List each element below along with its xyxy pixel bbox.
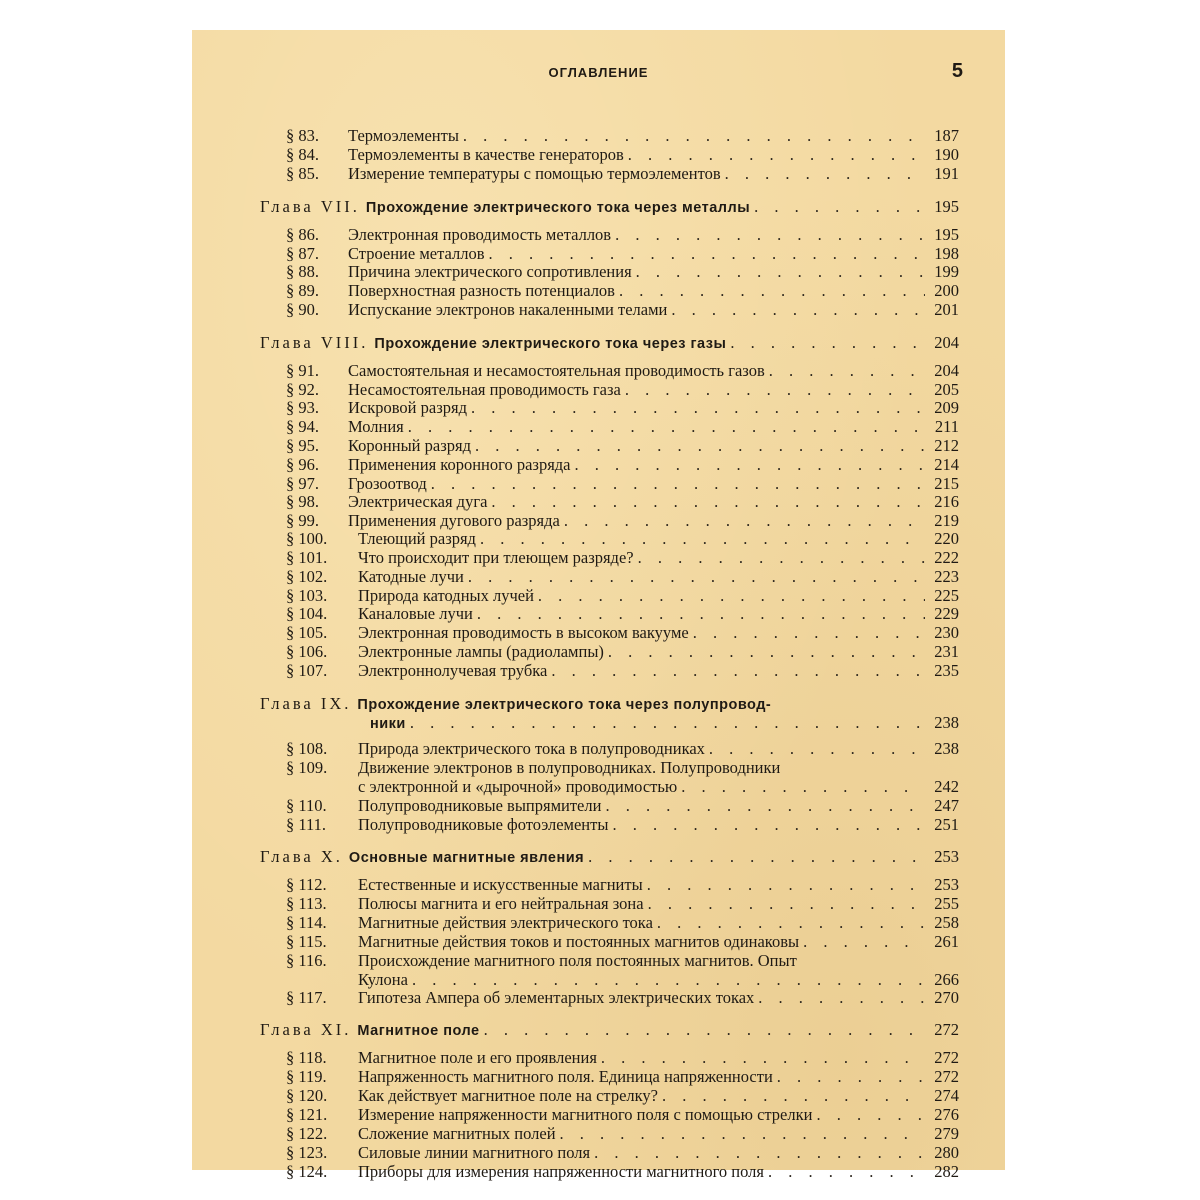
section-title: Движение электронов в полупроводниках. Полупроводники xyxy=(358,758,781,777)
section-title: Электроннолучевая трубка xyxy=(358,661,548,680)
toc-entry xyxy=(286,951,959,970)
dot-leader xyxy=(477,604,925,623)
section-title: Применения коронного разряда xyxy=(348,455,571,474)
section-title: Силовые линии магнитного поля xyxy=(358,1143,591,1162)
section-number: § 118. xyxy=(286,1048,327,1067)
section-number: § 124. xyxy=(286,1162,328,1181)
chapter-number: Глава VII. xyxy=(260,197,360,216)
chapter-number: Глава VIII. xyxy=(260,333,369,352)
section-title: Тлеющий разряд xyxy=(358,529,476,548)
toc-entry xyxy=(286,455,959,474)
toc-entry xyxy=(286,548,959,567)
section-title: Измерение температуры с помощью термоэлементов xyxy=(348,164,721,183)
toc-entry xyxy=(286,126,959,145)
section-number: § 105. xyxy=(286,623,328,642)
section-title: Применения дугового разряда xyxy=(348,511,560,530)
dot-leader xyxy=(601,1048,925,1067)
section-title: Магнитное поле и его проявления xyxy=(358,1048,597,1067)
dot-leader xyxy=(636,262,925,281)
chapter-title: Прохождение электрического тока через металлы xyxy=(365,200,751,216)
section-number: § 101. xyxy=(286,548,328,567)
section-number: § 109. xyxy=(286,758,328,777)
dot-leader xyxy=(560,1124,925,1143)
section-number: § 99. xyxy=(286,511,319,530)
section-number: § 87. xyxy=(286,244,319,263)
section-number: § 85. xyxy=(286,164,319,183)
page-ref: 214 xyxy=(934,455,959,474)
toc-entry xyxy=(286,492,959,511)
section-number: § 113. xyxy=(286,894,327,913)
dot-leader xyxy=(471,398,925,417)
toc-entry xyxy=(286,436,959,455)
dot-leader xyxy=(768,1162,925,1181)
dot-leader xyxy=(816,1105,925,1124)
section-number: § 106. xyxy=(286,642,328,661)
dot-leader xyxy=(491,492,925,511)
page-header xyxy=(192,60,1005,84)
section-title: Молния xyxy=(348,417,404,436)
dot-leader xyxy=(615,225,925,244)
chapter-title: Прохождение электрического тока через газы xyxy=(374,336,727,352)
dot-leader xyxy=(594,1143,925,1162)
page-ref: 251 xyxy=(934,815,959,834)
toc-entry xyxy=(286,932,959,951)
section-title: Происхождение магнитного поля постоянных магнитов. Опыт xyxy=(358,951,797,970)
page-ref: 220 xyxy=(934,529,959,548)
page-ref: 222 xyxy=(934,548,959,567)
page-ref: 276 xyxy=(934,1105,959,1124)
dot-leader xyxy=(575,455,925,474)
section-number: § 111. xyxy=(286,815,327,834)
page-ref: 282 xyxy=(934,1162,959,1181)
section-title: Электрическая дуга xyxy=(348,492,488,511)
toc-chapter-entry xyxy=(260,694,959,713)
section-title: Сложение магнитных полей xyxy=(358,1124,556,1143)
dot-leader xyxy=(648,894,925,913)
page-ref: 187 xyxy=(934,126,959,145)
dot-leader xyxy=(725,164,925,183)
dot-leader xyxy=(608,642,925,661)
section-number: § 86. xyxy=(286,225,319,244)
page-ref: 223 xyxy=(934,567,959,586)
dot-leader xyxy=(412,970,925,989)
toc-entry xyxy=(286,300,959,319)
page-ref: 255 xyxy=(934,894,959,913)
section-title: Полюсы магнита и его нейтральная зона xyxy=(358,894,644,913)
toc-entry-continuation xyxy=(370,713,959,732)
toc-entry xyxy=(286,1048,959,1067)
section-title: Грозоотвод xyxy=(348,474,427,493)
dot-leader xyxy=(410,713,925,732)
section-number: § 123. xyxy=(286,1143,328,1162)
toc-entry xyxy=(286,529,959,548)
dot-leader xyxy=(758,988,925,1007)
page-ref: 205 xyxy=(934,380,959,399)
toc-entry xyxy=(286,361,959,380)
dot-leader xyxy=(612,815,925,834)
toc-chapter-entry xyxy=(260,847,959,866)
section-number: § 97. xyxy=(286,474,319,493)
dot-leader xyxy=(754,197,925,216)
chapter-title: Основные магнитные явления xyxy=(348,850,585,866)
page-ref: 219 xyxy=(934,511,959,530)
toc-entry xyxy=(286,623,959,642)
toc-entry xyxy=(286,739,959,758)
section-title: Полупроводниковые выпрямители xyxy=(358,796,602,815)
chapter-number: Глава XI. xyxy=(260,1020,352,1039)
dot-leader xyxy=(625,380,925,399)
page-ref: 266 xyxy=(934,970,959,989)
dot-leader xyxy=(408,417,925,436)
section-number: § 110. xyxy=(286,796,327,815)
page-ref: 215 xyxy=(934,474,959,493)
toc-entry xyxy=(286,604,959,623)
page-ref: 190 xyxy=(934,145,959,164)
page-ref: 230 xyxy=(934,623,959,642)
section-title: Строение металлов xyxy=(348,244,485,263)
section-number: § 83. xyxy=(286,126,319,145)
section-title: Приборы для измерения напряженности магнитного поля xyxy=(358,1162,764,1181)
toc-entry-continuation xyxy=(358,970,959,989)
section-title: Магнитные действия токов и постоянных магнитов одинаковы xyxy=(358,932,800,951)
toc-entry xyxy=(286,1162,959,1181)
page-ref: 201 xyxy=(934,300,959,319)
dot-leader xyxy=(657,913,925,932)
dot-leader xyxy=(564,511,925,530)
dot-leader xyxy=(803,932,925,951)
toc-entry xyxy=(286,894,959,913)
section-title: Природа катодных лучей xyxy=(358,586,534,605)
toc-entry xyxy=(286,567,959,586)
chapter-title-continuation: ники xyxy=(370,716,406,732)
section-number: § 96. xyxy=(286,455,319,474)
page-ref: 216 xyxy=(934,492,959,511)
section-number: § 88. xyxy=(286,262,319,281)
section-title: Магнитные действия электрического тока xyxy=(358,913,653,932)
toc-entry xyxy=(286,1124,959,1143)
page-ref: 204 xyxy=(934,333,959,352)
section-title: Несамостоятельная проводимость газа xyxy=(348,380,621,399)
section-title: Как действует магнитное поле на стрелку? xyxy=(358,1086,658,1105)
toc-entry xyxy=(286,164,959,183)
dot-leader xyxy=(638,548,925,567)
toc-entry xyxy=(286,988,959,1007)
toc-entry xyxy=(286,225,959,244)
toc-entry xyxy=(286,511,959,530)
page-ref: 209 xyxy=(934,398,959,417)
chapter-title: Прохождение электрического тока через полупровод- xyxy=(357,697,772,713)
toc-chapter-entry xyxy=(260,333,959,352)
page-ref: 195 xyxy=(934,225,959,244)
dot-leader xyxy=(681,777,925,796)
dot-leader xyxy=(489,244,926,263)
toc-entry xyxy=(286,262,959,281)
toc-chapter-entry xyxy=(260,1020,959,1039)
dot-leader xyxy=(647,875,925,894)
page-ref: 253 xyxy=(934,875,959,894)
toc-entry xyxy=(286,586,959,605)
section-title: Гипотеза Ампера об элементарных электрических токах xyxy=(358,988,755,1007)
page-ref: 235 xyxy=(934,661,959,680)
section-title: Причина электрического сопротивления xyxy=(348,262,632,281)
page-ref: 253 xyxy=(934,847,959,866)
page-ref: 204 xyxy=(934,361,959,380)
dot-leader xyxy=(693,623,925,642)
page-ref: 195 xyxy=(934,197,959,216)
section-number: § 120. xyxy=(286,1086,328,1105)
section-title: Термоэлементы в качестве генераторов xyxy=(348,145,624,164)
section-title: Что происходит при тлеющем разряде? xyxy=(358,548,634,567)
toc-entry xyxy=(286,758,959,777)
section-title: Искровой разряд xyxy=(348,398,467,417)
chapter-title: Магнитное поле xyxy=(357,1023,480,1039)
toc-entry xyxy=(286,1086,959,1105)
dot-leader xyxy=(605,796,925,815)
page-ref: 261 xyxy=(934,932,959,951)
toc-entry xyxy=(286,1105,959,1124)
section-title: Термоэлементы xyxy=(348,126,459,145)
section-number: § 95. xyxy=(286,436,319,455)
dot-leader xyxy=(730,333,925,352)
page-ref: 238 xyxy=(934,739,959,758)
running-title: ОГЛАВЛЕНИЕ xyxy=(548,65,649,80)
dot-leader xyxy=(588,847,925,866)
section-title: Полупроводниковые фотоэлементы xyxy=(358,815,609,834)
chapter-number: Глава IX. xyxy=(260,694,352,713)
section-title: Измерение напряженности магнитного поля с помощью стрелки xyxy=(358,1105,813,1124)
page-ref: 199 xyxy=(934,262,959,281)
page-ref: 272 xyxy=(934,1020,959,1039)
toc-entry xyxy=(286,398,959,417)
toc-entry xyxy=(286,875,959,894)
section-number: § 92. xyxy=(286,380,319,399)
section-number: § 84. xyxy=(286,145,319,164)
section-number: § 102. xyxy=(286,567,328,586)
page-ref: 272 xyxy=(934,1067,959,1086)
toc-entry xyxy=(286,796,959,815)
section-number: § 98. xyxy=(286,492,319,511)
toc-entry xyxy=(286,244,959,263)
page-ref: 258 xyxy=(934,913,959,932)
dot-leader xyxy=(463,126,925,145)
section-number: § 122. xyxy=(286,1124,328,1143)
dot-leader xyxy=(431,474,925,493)
section-title: Катодные лучи xyxy=(358,567,464,586)
section-title: Электронная проводимость металлов xyxy=(348,225,612,244)
section-number: § 103. xyxy=(286,586,328,605)
toc-entry xyxy=(286,661,959,680)
section-number: § 112. xyxy=(286,875,327,894)
dot-leader xyxy=(769,361,925,380)
section-title: Электронные лампы (радиолампы) xyxy=(358,642,604,661)
section-number: § 121. xyxy=(286,1105,328,1124)
toc-entry-continuation xyxy=(358,777,959,796)
section-number: § 116. xyxy=(286,951,327,970)
section-title-continuation: с электронной и «дырочной» проводимостью xyxy=(358,777,678,796)
dot-leader xyxy=(468,567,925,586)
page-ref: 238 xyxy=(934,713,959,732)
dot-leader xyxy=(551,661,925,680)
page-ref: 212 xyxy=(934,436,959,455)
section-number: § 93. xyxy=(286,398,319,417)
page-ref: 225 xyxy=(934,586,959,605)
section-number: § 94. xyxy=(286,417,319,436)
section-number: § 119. xyxy=(286,1067,327,1086)
toc-entry xyxy=(286,380,959,399)
toc-chapter-entry xyxy=(260,197,959,216)
dot-leader xyxy=(709,739,925,758)
dot-leader xyxy=(671,300,925,319)
page-ref: 229 xyxy=(934,604,959,623)
section-number: § 104. xyxy=(286,604,328,623)
toc-entry xyxy=(286,145,959,164)
section-number: § 108. xyxy=(286,739,328,758)
page-ref: 198 xyxy=(934,244,959,263)
page-number: 5 xyxy=(951,60,963,82)
section-title: Испускание электронов накаленными телами xyxy=(348,300,668,319)
dot-leader xyxy=(777,1067,925,1086)
page-ref: 272 xyxy=(934,1048,959,1067)
page-ref: 280 xyxy=(934,1143,959,1162)
dot-leader xyxy=(475,436,925,455)
dot-leader xyxy=(662,1086,925,1105)
dot-leader xyxy=(619,281,925,300)
page-ref: 242 xyxy=(934,777,959,796)
page-ref: 231 xyxy=(934,642,959,661)
section-title: Самостоятельная и несамостоятельная проводимость газов xyxy=(348,361,765,380)
section-title-continuation: Кулона xyxy=(358,970,408,989)
toc-entry xyxy=(286,1067,959,1086)
section-number: § 91. xyxy=(286,361,319,380)
section-number: § 114. xyxy=(286,913,327,932)
page-ref: 200 xyxy=(934,281,959,300)
dot-leader xyxy=(480,529,925,548)
section-number: § 117. xyxy=(286,988,327,1007)
section-number: § 100. xyxy=(286,529,328,548)
section-title: Поверхностная разность потенциалов xyxy=(348,281,615,300)
section-title: Каналовые лучи xyxy=(358,604,473,623)
page-ref: 247 xyxy=(934,796,959,815)
dot-leader xyxy=(538,586,925,605)
toc-entry xyxy=(286,474,959,493)
page-ref: 274 xyxy=(934,1086,959,1105)
section-title: Естественные и искусственные магниты xyxy=(358,875,643,894)
section-title: Электронная проводимость в высоком вакууме xyxy=(358,623,689,642)
book-page xyxy=(192,30,1005,1181)
section-title: Напряженность магнитного поля. Единица напряженности xyxy=(358,1067,773,1086)
section-number: § 115. xyxy=(286,932,327,951)
section-number: § 107. xyxy=(286,661,328,680)
toc-entry xyxy=(286,281,959,300)
page-ref: 279 xyxy=(934,1124,959,1143)
toc-entry xyxy=(286,815,959,834)
toc-entry xyxy=(286,642,959,661)
page-ref: 211 xyxy=(934,417,959,436)
section-number: § 89. xyxy=(286,281,319,300)
toc-entry xyxy=(286,1143,959,1162)
section-title: Коронный разряд xyxy=(348,436,471,455)
dot-leader xyxy=(628,145,925,164)
toc-entry xyxy=(286,417,959,436)
toc-entry xyxy=(286,913,959,932)
page-ref: 191 xyxy=(934,164,959,183)
dot-leader xyxy=(484,1020,925,1039)
chapter-number: Глава X. xyxy=(260,847,343,866)
section-title: Природа электрического тока в полупроводниках xyxy=(358,739,705,758)
page-ref: 270 xyxy=(934,988,959,1007)
section-number: § 90. xyxy=(286,300,319,319)
